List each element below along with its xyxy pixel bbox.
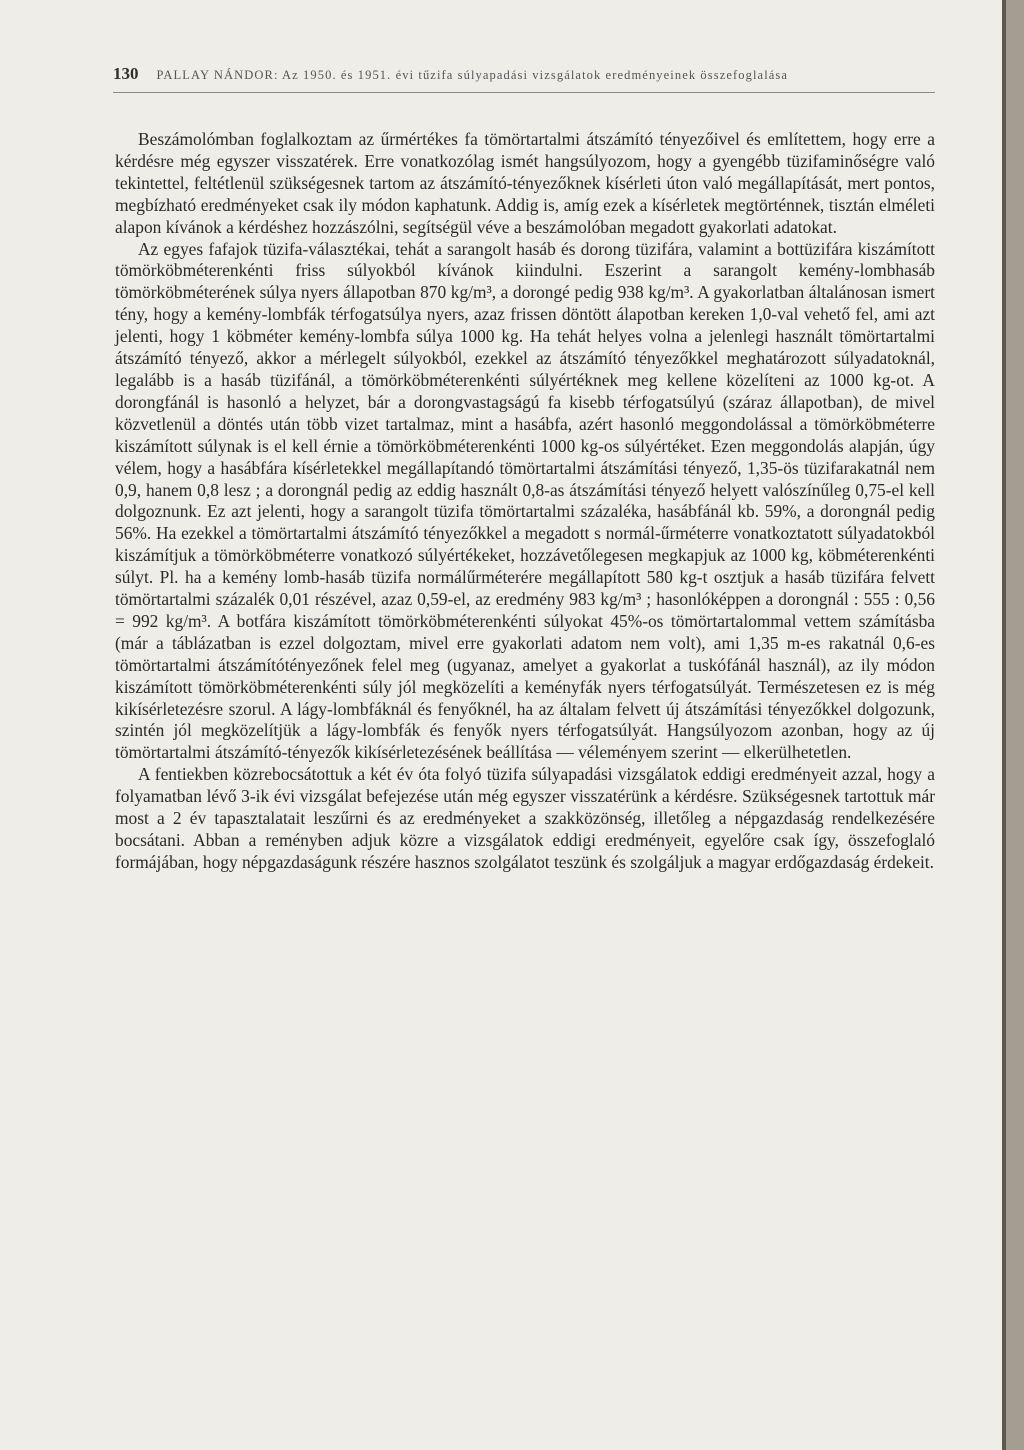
page-number: 130 (113, 64, 139, 83)
paragraph: Az egyes fafajok tüzifa-választékai, tehát a sarangolt hasáb és dorong tüzifára, valamint a bottüzifára kiszámított tömörköbméterenkénti friss súlyokból kívánok kiindulni. Eszerint a sarangolt kemény-lombhasáb tömörköbméterének súlya nyers állapotban 870 kg/m³, a dorongé pedig 938 kg/m³. A gyakorlatban általánosan ismert tény, hogy a kemény-lombfák térfogatsúlya nyers, azaz frissen döntött álapotban kereken 1,0-val vehető fel, ami azt jelenti, hogy 1 köbméter kemény-lombfa súlya 1000 kg. Ha tehát helyes volna a jelenlegi használt tömörtartalmi átszámító tényező, akkor a mérlegelt súlyokból, ezekkel az átszámító tényezőkkel meghatározott súlyadatoknál, legalább is a hasáb tüzifánál, a tömörköbméterenkénti súlyértéknek meg kellene közelíteni az 1000 kg-ot. A dorongfánál is hasonló a helyzet, bár a dorongvastagságú fa kisebb térfogatsúlyú (száraz állapotban), de mivel közvetlenül a döntés után több vizet tartalmaz, mint a hasábfa, azért hasonló meggondolással a tömörköbméterre kiszámított súlynak is el kell érnie a tömörköbméterenkénti 1000 kg-os súlyértéket. Ezen meggondolás alapján, úgy vélem, hogy a hasábfára kísérletekkel megállapítandó tömörtartalmi átszámítási tényező, 1,35-ös tüzifarakatnál nem 0,9, hanem 0,8 lesz ; a dorongnál pedig az eddig használt 0,8-as átszámítási tényező helyett valószínűleg 0,75-el kell dolgoznunk. Ez azt jelenti, hogy a sarangolt tüzifa tömörtartalmi százaléka, hasábfánál kb. 59%, a dorongnál pedig 56%. Ha ezekkel a tömörtartalmi átszámító tényezőkkel a megadott s normál-űrméterre vonatkoztatott súlyadatokból kiszámítjuk a tömörköbméterre vonatkozó súlyértékeket, hozzávetőlegesen megkapjuk az 1000 kg, köbméterenkénti súlyt. Pl. ha a kemény lomb-hasáb tüzifa normálűrméterére megállapított 580 kg-t osztjuk a hasáb tüzifára felvett tömörtartalmi százalék 0,01 részével, azaz 0,59-el, az eredmény 983 kg/m³ ; hasonlóképpen a dorongnál : 555 : 0,56 = 992 kg/m³. A botfára kiszámított tömörköbméterenkénti súlyokat 45%-os tömörtartalommal vettem számításba (már a táblázatban is ezzel dolgoztam, mivel erre gyakorlati adatom nem volt), ami 1,35 m-es rakatnál 0,6-es tömörtartalmi átszámítótényezőnek felel meg (ugyanaz, amelyet a gyakorlat a tuskófánál használ), az ily módon kiszámított tömörköbméterenkénti súly jól megközelíti a keményfák nyers térfogatsúlyát. Természetesen ez is még kikísérletezésre szorul. A lágy-lombfáknál és fenyőknél, ha az általam felvett új átszámítási tényezőkkel dolgozunk, szintén jól megközelítjük a lágy-lombfák és fenyők nyers térfogatsúlyát. Hangsúlyozom azonban, hogy az új tömörtartalmi átszámító-tényezők kikísérletezésének beállítása — véleményem szerint — elkerülhetetlen. (115, 238, 935, 763)
paragraph: Beszámolómban foglalkoztam az űrmértékes fa tömörtartalmi átszámító tényezőivel és említettem, hogy erre a kérdésre még egyszer visszatérek. Erre vonatkozólag ismét hangsúlyozom, hogy a gyengébb tüzifaminőségre való tekintettel, feltétlenül szükségesnek tartom az átszámító-tényezőknek kísérleti úton való megállapítását, mert pontos, megbízható eredményeket csak ily módon kaphatunk. Addig is, amíg ezek a kísérletek megtörténnek, tisztán elméleti alapon kívánok a kérdéshez hozzászólni, segítségül véve a beszámolóban megadott gyakorlati adatokat. (115, 129, 935, 237)
header-rule (113, 92, 935, 93)
running-head: PALLAY NÁNDOR: Az 1950. és 1951. évi tűzifa súlyapadási vizsgálatok eredményeinek összefoglalása (156, 68, 789, 82)
body-text (115, 129, 935, 874)
paragraph: A fentiekben közrebocsátottuk a két év óta folyó tüzifa súlyapadási vizsgálatok eddigi eredményeit azzal, hogy a folyamatban lévő 3-ik évi vizsgálat befejezése után még egyszer visszatérünk a kérdésre. Szükségesnek tartottuk már most a 2 év tapasztalatait leszűrni és az eredményeket a szakközönség, illetőleg a népgazdaság rendelkezésére bocsátani. Abban a reményben adjuk közre a vizsgálatok eddigi eredményeit, egyelőre csak így, összefoglaló formájában, hogy népgazdaságunk részére hasznos szolgálatot teszünk és szolgáljuk a magyar erdőgazdaság érdekeit. (115, 764, 935, 872)
page-header (113, 64, 935, 84)
page-edge-line (1002, 0, 1006, 1450)
